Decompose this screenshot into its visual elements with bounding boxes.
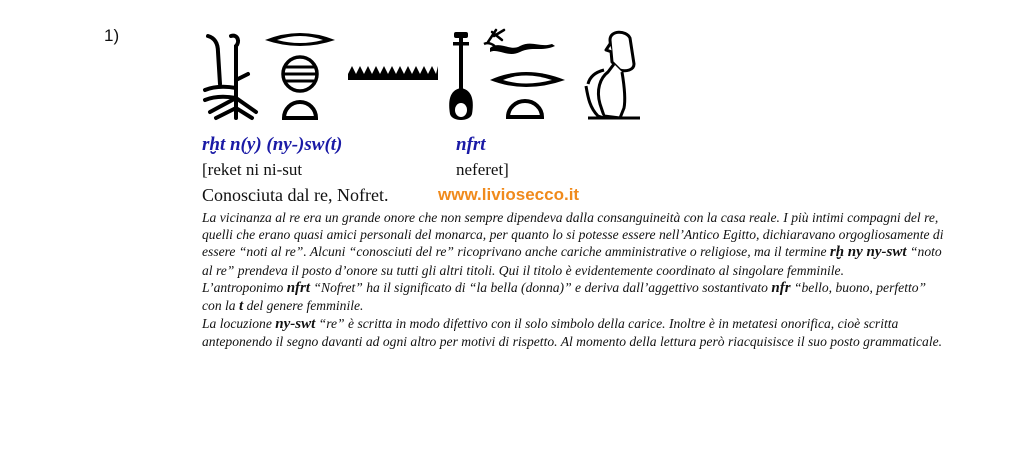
text-run: “re” è scritta in modo difettivo con il solo simbolo della carice. Inoltre è in metatesi onorifica, cioè scritta anteponendo il segno davanti ad ogni altro per motivi di rispetto. Al momento della lettura però riacquisisce il suo posto grammaticale. bbox=[202, 316, 943, 350]
paragraph-name-meaning bbox=[202, 279, 947, 315]
paragraph-title-meaning bbox=[202, 209, 947, 279]
text-run: “bello, buono, perfetto” con la bbox=[202, 279, 927, 314]
horned-viper-sign bbox=[484, 30, 555, 54]
bold-term: rḫ ny ny-swt bbox=[829, 244, 907, 261]
hieroglyph-inscription bbox=[0, 0, 660, 130]
bread-loaf-sign bbox=[284, 102, 316, 118]
mouth-sign bbox=[490, 72, 565, 87]
mouth-sign bbox=[265, 33, 335, 46]
commentary bbox=[202, 209, 947, 351]
bread-loaf-sign bbox=[508, 101, 542, 117]
paragraph-writing-note bbox=[202, 315, 947, 350]
bold-term: nfr bbox=[771, 279, 791, 296]
transliteration-title: rḫt n(y) (ny-)sw(t) bbox=[202, 134, 343, 155]
text-run: del genere femminile. bbox=[243, 298, 364, 314]
placenta-sign bbox=[283, 57, 317, 91]
item-number: 1) bbox=[104, 26, 120, 45]
text-run: “noto al re” prendeva il posto d’onore su tutti gli altri titoli. Qui il titolo è evidentemente coordinato al singolare femminile. bbox=[202, 244, 942, 278]
bold-term: nfrt bbox=[286, 279, 311, 296]
bold-term: t bbox=[239, 298, 244, 315]
text-run: “Nofret” ha il significato di “la bella (donna)” e deriva dall’aggettivo sostantivato bbox=[310, 279, 772, 295]
translation: Conosciuta dal re, Nofret. bbox=[202, 185, 389, 205]
pronunciation-name: neferet] bbox=[456, 160, 509, 179]
sedge-plant-sign bbox=[205, 36, 256, 118]
water-sign bbox=[348, 66, 438, 80]
text-run: L’antroponimo bbox=[202, 279, 287, 295]
text-run: La locuzione bbox=[202, 316, 276, 332]
website-link[interactable]: www.liviosecco.it bbox=[438, 185, 580, 204]
text-run: La vicinanza al re era un grande onore che non sempre dipendeva dalla consanguineità con la casa reale. I più intimi compagni del re, quelli che erano quasi amici personali del monarca, per quanto lo si potesse essere nell’Antico Egitto, dichiaravano orgogliosamente di essere “noti al re”. Alcuni “conosciuti del re” ricoprivano anche cariche amministrative o religiose, ma il termine bbox=[202, 210, 944, 260]
heart-windpipe-sign bbox=[449, 32, 473, 120]
transliteration-name: nfrt bbox=[456, 134, 486, 155]
pronunciation-title: [reket ni ni-sut bbox=[202, 160, 303, 179]
bold-term: ny-swt bbox=[275, 316, 316, 333]
seated-woman-sign bbox=[586, 32, 640, 118]
